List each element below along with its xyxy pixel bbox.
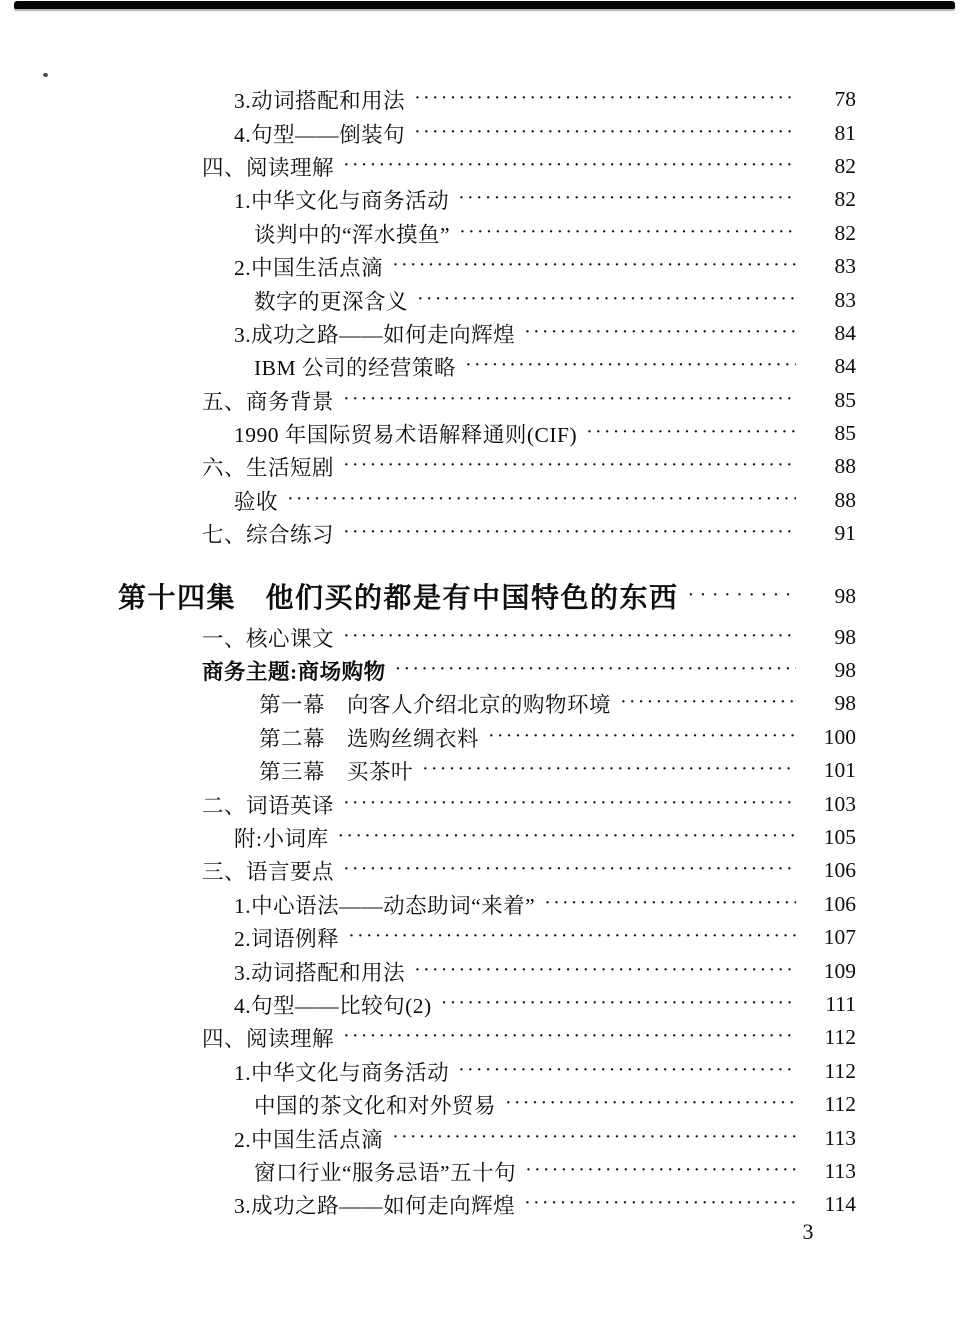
scan-speck: [43, 73, 48, 77]
dot-leader: [524, 1192, 796, 1215]
entry-page-number: 78: [834, 87, 856, 112]
entry-title: 四、阅读理解: [202, 1027, 335, 1052]
entry-page-number: 112: [824, 1092, 856, 1117]
toc-entry: [0, 1088, 960, 1121]
entry-title: 2.中国生活点滴: [234, 1127, 384, 1152]
chapter-heading-row: [0, 572, 960, 620]
dot-leader: [414, 87, 796, 110]
dot-leader: [586, 421, 796, 444]
entry-page-number: 113: [824, 1158, 856, 1183]
toc-entry: [0, 654, 960, 687]
toc-entry: [0, 721, 960, 754]
dot-leader: [505, 1092, 796, 1115]
dot-leader: [441, 992, 796, 1015]
entry-title: 2.词语例释: [234, 927, 340, 952]
entry-page-number: 84: [834, 354, 856, 379]
entry-page-number: 112: [824, 1058, 856, 1083]
dot-leader: [488, 725, 796, 748]
entry-title: 第三幕 买茶叶: [259, 760, 414, 785]
toc-entry: [0, 888, 960, 921]
toc-entry: [0, 687, 960, 720]
entry-page-number: 100: [823, 724, 856, 749]
entry-title: 1.中华文化与商务活动: [234, 189, 450, 214]
toc-entry: [0, 988, 960, 1021]
dot-leader: [343, 625, 796, 648]
toc-entry: [0, 854, 960, 887]
toc-entry: [0, 787, 960, 820]
entry-page-number: 109: [823, 958, 856, 983]
toc-entry: [0, 1188, 960, 1221]
entry-title: 2.中国生活点滴: [234, 256, 384, 281]
entry-page-number: 114: [824, 1192, 856, 1217]
toc-entry: [0, 1055, 960, 1088]
entry-page-number: 85: [834, 421, 856, 446]
dot-leader: [458, 1059, 796, 1082]
dot-leader: [414, 959, 796, 982]
entry-title: 谈判中的“浑水摸鱼”: [254, 222, 451, 247]
entry-page-number: 82: [834, 220, 856, 245]
toc-entry: [0, 417, 960, 450]
dot-leader: [343, 454, 796, 477]
entry-title: 1.中华文化与商务活动: [234, 1060, 450, 1085]
dot-leader: [392, 1126, 796, 1149]
entry-title: 3.成功之路——如何走向辉煌: [234, 322, 516, 347]
dot-leader: [417, 288, 796, 311]
entry-title: 1.中心语法——动态助词“来着”: [234, 893, 536, 918]
entry-title: 中国的茶文化和对外贸易: [254, 1094, 497, 1119]
entry-page-number: 81: [834, 120, 856, 145]
entry-page-number: 91: [834, 521, 856, 546]
dot-leader: [287, 488, 796, 511]
scan-edge-artifact-bar: [14, 1, 955, 9]
entry-page-number: 107: [823, 925, 856, 950]
toc-entry: [0, 450, 960, 483]
entry-page-number: 88: [834, 487, 856, 512]
entry-page-number: 98: [834, 583, 856, 608]
dot-leader: [525, 1159, 796, 1182]
entry-title: 第二幕 选购丝绸衣料: [259, 726, 480, 751]
entry-page-number: 105: [823, 825, 856, 849]
toc-entry: [0, 250, 960, 283]
dot-leader: [343, 521, 796, 544]
dot-leader: [414, 121, 796, 144]
toc-entry: [0, 317, 960, 350]
toc-entry: [0, 217, 960, 250]
entry-title: 二、词语英译: [202, 793, 335, 818]
toc-entry: [0, 821, 960, 854]
entry-title: 第一幕 向客人介绍北京的购物环境: [259, 693, 612, 718]
entry-page-number: 82: [834, 187, 856, 212]
entry-title: 验收: [234, 489, 279, 514]
toc-list: [0, 83, 960, 1222]
toc-entry: [0, 1121, 960, 1154]
dot-leader: [343, 792, 796, 815]
dot-leader: [343, 1025, 796, 1048]
entry-title: 3.成功之路——如何走向辉煌: [234, 1194, 516, 1219]
entry-title: 四、阅读理解: [202, 155, 335, 180]
entry-title: 五、商务背景: [202, 389, 335, 414]
entry-title: 一、核心课文: [202, 626, 335, 651]
dot-leader: [348, 925, 796, 948]
entry-title: IBM 公司的经营策略: [254, 356, 456, 381]
dot-leader: [459, 221, 796, 244]
entry-page-number: 83: [834, 254, 856, 279]
entry-title: 3.动词搭配和用法: [234, 89, 406, 114]
toc-entry: [0, 116, 960, 149]
entry-page-number: 98: [834, 624, 856, 649]
dot-leader: [422, 758, 796, 781]
dot-leader: [544, 892, 796, 915]
dot-leader: [337, 825, 796, 848]
dot-leader: [343, 388, 796, 411]
page-number: 3: [802, 1219, 814, 1244]
entry-title: 窗口行业“服务忌语”五十句: [254, 1160, 517, 1185]
entry-page-number: 106: [823, 891, 856, 916]
dot-leader: [524, 321, 796, 344]
dot-leader: [465, 354, 796, 377]
toc-entry: [0, 384, 960, 417]
toc-entry: [0, 754, 960, 787]
dot-leader: [395, 658, 796, 681]
entry-page-number: 82: [834, 153, 856, 178]
dot-leader: [620, 691, 796, 714]
entry-page-number: 88: [834, 454, 856, 479]
dot-leader: [343, 858, 796, 881]
entry-page-number: 112: [824, 1025, 856, 1050]
dot-leader: [392, 254, 796, 277]
entry-page-number: 85: [834, 387, 856, 412]
entry-title: 第十四集 他们买的都是有中国特色的东西: [118, 583, 679, 615]
entry-page-number: 103: [823, 791, 856, 816]
entry-page-number: 101: [823, 758, 856, 783]
toc-entry: [0, 83, 960, 116]
toc-entry: [0, 954, 960, 987]
entry-page-number: 111: [825, 991, 856, 1016]
toc-entry: [0, 517, 960, 550]
entry-title: 商务主题:商场购物: [202, 660, 386, 685]
toc-entry: [0, 150, 960, 183]
entry-page-number: 83: [834, 287, 856, 312]
entry-title: 七、综合练习: [202, 523, 335, 548]
toc-entry: [0, 484, 960, 517]
entry-title: 4.句型——比较句(2): [234, 993, 432, 1018]
entry-title: 4.句型——倒装句: [234, 122, 406, 147]
entry-title: 3.动词搭配和用法: [234, 960, 406, 985]
toc-entry: [0, 283, 960, 316]
dot-leader: [688, 584, 796, 607]
entry-page-number: 98: [834, 691, 856, 716]
entry-title: 1990 年国际贸易术语解释通则(CIF): [234, 423, 578, 448]
toc-entry: [0, 620, 960, 653]
entry-page-number: 98: [834, 658, 856, 683]
entry-title: 六、生活短剧: [202, 456, 335, 481]
dot-leader: [343, 154, 796, 177]
entry-title: 数字的更深含义: [254, 289, 409, 314]
toc-entry: [0, 1021, 960, 1054]
entry-page-number: 84: [834, 320, 856, 345]
entry-title: 三、语言要点: [202, 860, 335, 885]
entry-page-number: 106: [823, 858, 856, 883]
entry-title: 附:小词库: [234, 827, 329, 851]
toc-entry: [0, 1155, 960, 1188]
toc-entry: [0, 921, 960, 954]
entry-page-number: 113: [824, 1125, 856, 1150]
toc-entry: [0, 350, 960, 383]
toc-entry: [0, 183, 960, 216]
dot-leader: [458, 187, 796, 210]
